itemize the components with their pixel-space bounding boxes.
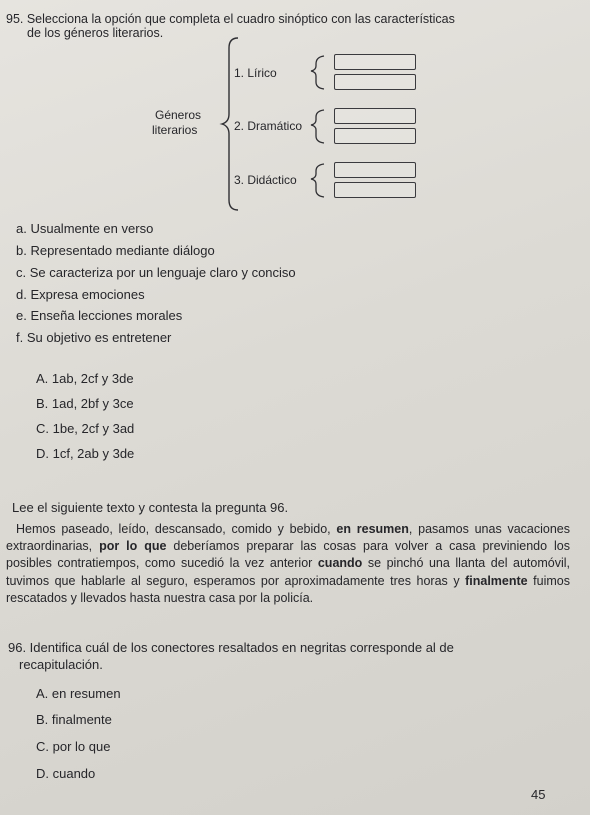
passage-text-1: Hemos paseado, leído, descansado, comido y bebido, (16, 522, 337, 536)
connector-por-lo-que: por lo que (99, 539, 167, 554)
q96-option-a[interactable]: A. en resumen (36, 686, 121, 701)
q95-option-d[interactable]: D. 1cf, 2ab y 3de (36, 446, 135, 461)
passage-text-3: deberíamos preparar las cosas para volver a casa previniendo los posibles contratiempos, como sucedió la vez anterior (6, 539, 570, 571)
q95-option-c[interactable]: C. 1be, 2cf y 3ad (36, 421, 135, 436)
answer-box-lirico-1 (334, 54, 416, 70)
q96-option-c[interactable]: C. por lo que (36, 739, 111, 754)
reading-passage (6, 521, 570, 607)
characteristic-c: c. Se caracteriza por un lenguaje claro y conciso (16, 265, 296, 280)
connector-cuando: cuando (317, 556, 363, 571)
q95-option-b[interactable]: B. 1ad, 2bf y 3ce (36, 396, 134, 411)
diagram-root-line2: literarios (152, 123, 198, 137)
reading-instruction: Lee el siguiente texto y contesta la pregunta 96. (12, 500, 289, 515)
characteristic-d: d. Expresa emociones (16, 287, 145, 302)
passage-text-5: fuimos rescatados y llevados hasta nuestra casa por la policía. (6, 573, 570, 605)
question-95-title-line2: de los géneros literarios. (27, 26, 164, 40)
characteristic-f: f. Su objetivo es entretener (16, 330, 172, 345)
question-96-title-line2: recapitulación. (19, 657, 103, 672)
page-number: 45 (531, 787, 546, 802)
passage-text-2: , pasamos unas vacaciones extraordinarias, (6, 522, 571, 554)
answer-box-didactico-1 (334, 162, 416, 178)
diagram-branch-didactico: 3. Didáctico (234, 173, 297, 187)
q96-option-b[interactable]: B. finalmente (36, 712, 112, 727)
question-95-title-line1: 95. Selecciona la opción que completa el cuadro sinóptico con las características (6, 12, 455, 26)
answer-box-dramatico-2 (334, 128, 416, 144)
diagram-root-line1: Géneros (155, 108, 202, 122)
connector-finalmente: finalmente (465, 573, 528, 588)
answer-box-lirico-2 (334, 74, 416, 90)
answer-box-didactico-2 (334, 182, 416, 198)
answer-box-dramatico-1 (334, 108, 416, 124)
characteristic-a: a. Usualmente en verso (16, 221, 154, 236)
connector-en-resumen: en resumen (336, 522, 409, 536)
characteristic-b: b. Representado mediante diálogo (16, 243, 215, 258)
characteristic-e: e. Enseña lecciones morales (16, 308, 183, 323)
q95-option-a[interactable]: A. 1ab, 2cf y 3de (36, 371, 134, 386)
diagram-branch-dramatico: 2. Dramático (234, 119, 303, 133)
passage-text-4: se pinchó una llanta del automóvil, tuvimos que hablarle al seguro, esperamos por aproximadamente tres horas y (6, 556, 570, 588)
q96-option-d[interactable]: D. cuando (36, 766, 96, 781)
diagram-branch-lirico: 1. Lírico (234, 66, 277, 80)
question-96-title-line1: 96. Identifica cuál de los conectores resaltados en negritas corresponde al de (8, 640, 454, 655)
